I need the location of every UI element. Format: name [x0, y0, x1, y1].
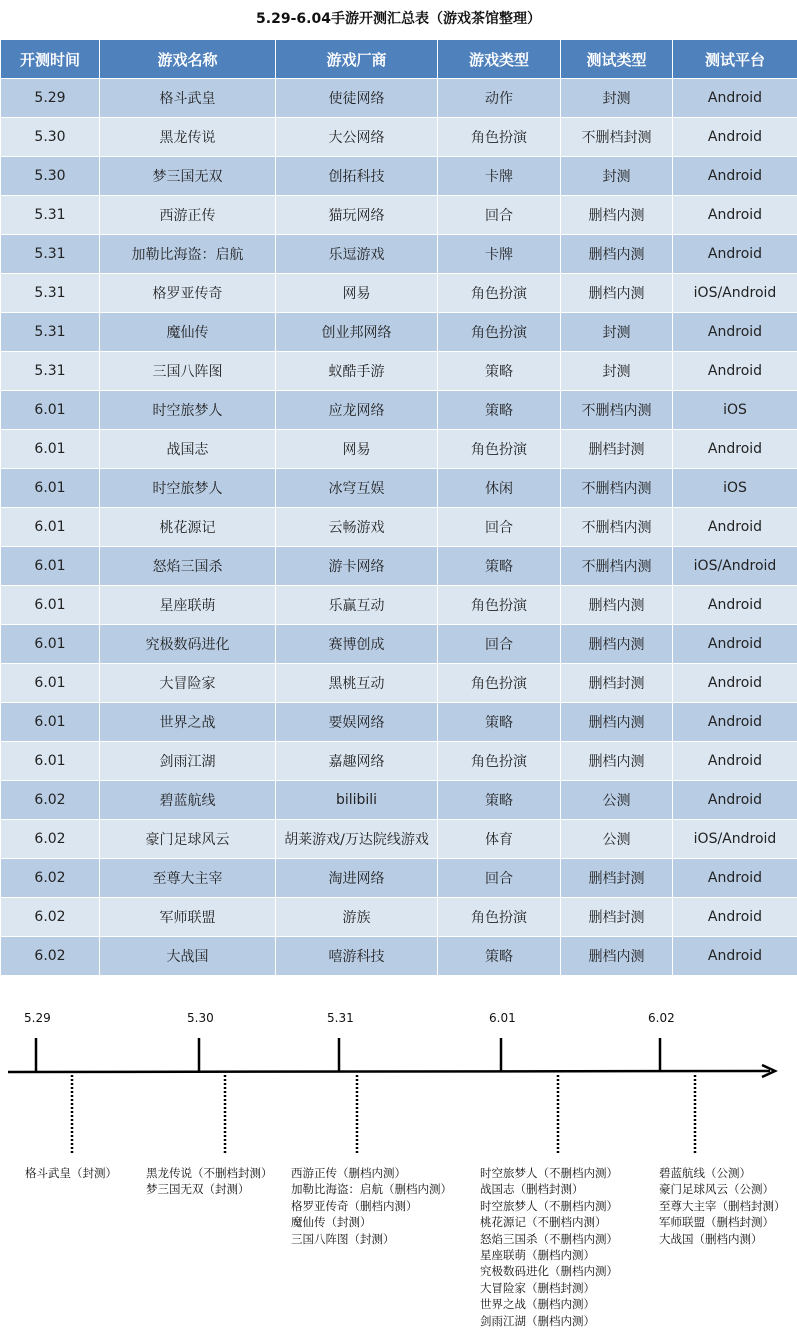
table-cell: 创业邦网络 [276, 313, 438, 352]
table-cell: 5.29 [1, 79, 100, 118]
table-cell: 乐逗游戏 [276, 235, 438, 274]
timeline-date: 5.31 [327, 1011, 354, 1025]
table-cell: 回合 [438, 196, 561, 235]
table-cell: 时空旅梦人 [100, 391, 276, 430]
timeline-item: 剑雨江湖（删档内测） [480, 1313, 595, 1328]
table-cell: 使徒网络 [276, 79, 438, 118]
column-header: 游戏类型 [438, 40, 561, 79]
table-cell: 封测 [561, 313, 673, 352]
table-cell: 5.31 [1, 352, 100, 391]
table-cell: 豪门足球风云 [100, 820, 276, 859]
table-cell: 军师联盟 [100, 898, 276, 937]
table-cell: 不删档内测 [561, 547, 673, 586]
timeline-date: 6.01 [489, 1011, 516, 1025]
table-cell: 角色扮演 [438, 664, 561, 703]
table-cell: 至尊大主宰 [100, 859, 276, 898]
timeline-item: 至尊大主宰（删档封测） [659, 1198, 786, 1213]
table-cell: Android [673, 235, 797, 274]
table-row [1, 820, 797, 859]
table-cell: Android [673, 157, 797, 196]
table-cell: 加勒比海盗：启航 [100, 235, 276, 274]
table-cell: 角色扮演 [438, 313, 561, 352]
table-cell: 角色扮演 [438, 898, 561, 937]
table-cell: 角色扮演 [438, 274, 561, 313]
table-cell: 6.01 [1, 508, 100, 547]
table-cell: 策略 [438, 781, 561, 820]
table-cell: 角色扮演 [438, 430, 561, 469]
table-cell: 格斗武皇 [100, 79, 276, 118]
timeline-group [480, 1165, 618, 1329]
timeline-item: 究极数码进化（删档内测） [480, 1264, 618, 1279]
table-cell: 星座联萌 [100, 586, 276, 625]
table-cell: 赛博创成 [276, 625, 438, 664]
table-cell: 云畅游戏 [276, 508, 438, 547]
timeline-item: 大战国（删档内测） [659, 1231, 763, 1246]
table-cell: Android [673, 508, 797, 547]
column-header: 游戏名称 [100, 40, 276, 79]
column-header: 开测时间 [1, 40, 100, 79]
table-cell: Android [673, 898, 797, 937]
table-cell: 6.01 [1, 430, 100, 469]
table-cell: 世界之战 [100, 703, 276, 742]
table-cell: 不删档内测 [561, 469, 673, 508]
table-cell: 删档内测 [561, 742, 673, 781]
table-cell: Android [673, 586, 797, 625]
table-cell: 魔仙传 [100, 313, 276, 352]
table-row [1, 508, 797, 547]
table-cell: 大战国 [100, 937, 276, 976]
table-row [1, 274, 797, 313]
table-cell: iOS/Android [673, 274, 797, 313]
timeline-item: 格斗武皇（封测） [25, 1166, 117, 1180]
schedule-table [0, 39, 797, 976]
table-cell: Android [673, 196, 797, 235]
table-header [1, 40, 797, 79]
table-cell: 碧蓝航线 [100, 781, 276, 820]
table-cell: 6.01 [1, 625, 100, 664]
timeline-item: 桃花源记（不删档内测） [480, 1215, 607, 1230]
table-cell: 封测 [561, 352, 673, 391]
table-cell: 黑桃互动 [276, 664, 438, 703]
table-cell: 卡牌 [438, 157, 561, 196]
timeline-axis [0, 975, 797, 1332]
table-cell: 6.02 [1, 898, 100, 937]
table-cell: 公测 [561, 820, 673, 859]
table-cell: Android [673, 859, 797, 898]
table-cell: 6.01 [1, 586, 100, 625]
timeline-item: 三国八阵图（封测） [291, 1231, 395, 1246]
table-cell: 创拓科技 [276, 157, 438, 196]
table-cell: Android [673, 313, 797, 352]
timeline-item: 豪门足球风云（公测） [659, 1182, 774, 1197]
timeline-group [146, 1165, 273, 1198]
timeline-item: 加勒比海盗：启航（删档内测） [291, 1182, 452, 1197]
timeline-item: 星座联萌（删档内测） [480, 1248, 595, 1263]
table-cell: 策略 [438, 352, 561, 391]
table-row [1, 196, 797, 235]
table-cell: 删档内测 [561, 625, 673, 664]
timeline-date: 5.29 [24, 1011, 51, 1025]
table-cell: 究极数码进化 [100, 625, 276, 664]
timeline-item: 格罗亚传奇（删档内测） [291, 1198, 418, 1213]
table-cell: 5.31 [1, 313, 100, 352]
timeline-item: 碧蓝航线（公测） [659, 1166, 751, 1180]
table-row [1, 118, 797, 157]
table-cell: bilibili [276, 781, 438, 820]
timeline-group [25, 1165, 117, 1181]
table-cell: 乐赢互动 [276, 586, 438, 625]
table-cell: 5.30 [1, 118, 100, 157]
table-row [1, 79, 797, 118]
timeline-item: 时空旅梦人（不删档内测） [480, 1166, 618, 1180]
column-header: 测试类型 [561, 40, 673, 79]
table-cell: 黑龙传说 [100, 118, 276, 157]
table-cell: Android [673, 937, 797, 976]
table-row [1, 586, 797, 625]
table-row [1, 157, 797, 196]
timeline-item: 大冒险家（删档封测） [480, 1280, 595, 1295]
table-cell: 回合 [438, 859, 561, 898]
page-title: 5.29-6.04手游开测汇总表（游戏茶馆整理） [256, 11, 541, 27]
table-row [1, 352, 797, 391]
table-row [1, 235, 797, 274]
table-row [1, 664, 797, 703]
table-cell: 回合 [438, 625, 561, 664]
table-cell: Android [673, 664, 797, 703]
table-cell: 6.01 [1, 391, 100, 430]
table-cell: 删档封测 [561, 898, 673, 937]
table-cell: iOS [673, 469, 797, 508]
table-cell: 不删档封测 [561, 118, 673, 157]
table-cell: 封测 [561, 157, 673, 196]
table-cell: 6.02 [1, 937, 100, 976]
column-header: 测试平台 [673, 40, 797, 79]
table-cell: 胡莱游戏/万达院线游戏 [276, 820, 438, 859]
timeline-item: 军师联盟（删档封测） [659, 1215, 774, 1230]
table-row [1, 313, 797, 352]
table-cell: Android [673, 781, 797, 820]
table-cell: 删档内测 [561, 196, 673, 235]
table-cell: 西游正传 [100, 196, 276, 235]
table-cell: 淘进网络 [276, 859, 438, 898]
table-cell: 6.01 [1, 742, 100, 781]
table-cell: Android [673, 352, 797, 391]
table-cell: Android [673, 430, 797, 469]
table-cell: 6.02 [1, 859, 100, 898]
timeline-group [659, 1165, 786, 1247]
table-cell: 5.31 [1, 196, 100, 235]
table-cell: iOS [673, 391, 797, 430]
table-cell: 体育 [438, 820, 561, 859]
timeline-item: 西游正传（删档内测） [291, 1166, 406, 1180]
timeline-item: 战国志（删档封测） [480, 1182, 584, 1197]
table-cell: Android [673, 79, 797, 118]
table-cell: 休闲 [438, 469, 561, 508]
table-cell: 公测 [561, 781, 673, 820]
table-cell: 删档封测 [561, 859, 673, 898]
table-cell: 猫玩网络 [276, 196, 438, 235]
table-cell: 策略 [438, 937, 561, 976]
table-cell: 不删档内测 [561, 508, 673, 547]
table-cell: 时空旅梦人 [100, 469, 276, 508]
table-cell: 战国志 [100, 430, 276, 469]
table-cell: 梦三国无双 [100, 157, 276, 196]
table-cell: 嘻游科技 [276, 937, 438, 976]
timeline-item: 梦三国无双（封测） [146, 1182, 250, 1197]
timeline-item: 世界之战（删档内测） [480, 1297, 595, 1312]
table-cell: 6.01 [1, 547, 100, 586]
table-row [1, 937, 797, 976]
table-cell: Android [673, 703, 797, 742]
table-cell: 蚁酷手游 [276, 352, 438, 391]
timeline [0, 975, 797, 1332]
table-cell: 回合 [438, 508, 561, 547]
table-cell: iOS/Android [673, 547, 797, 586]
table-cell: 6.02 [1, 820, 100, 859]
table-cell: 网易 [276, 430, 438, 469]
table-cell: 策略 [438, 703, 561, 742]
table-cell: 角色扮演 [438, 586, 561, 625]
table-cell: 游卡网络 [276, 547, 438, 586]
table-cell: 角色扮演 [438, 742, 561, 781]
timeline-date: 6.02 [648, 1011, 675, 1025]
table-cell: 三国八阵图 [100, 352, 276, 391]
table-cell: 游族 [276, 898, 438, 937]
table-cell: 删档封测 [561, 664, 673, 703]
table-cell: 剑雨江湖 [100, 742, 276, 781]
timeline-group [291, 1165, 452, 1247]
table-cell: 删档内测 [561, 703, 673, 742]
table-cell: iOS/Android [673, 820, 797, 859]
table-cell: 6.01 [1, 469, 100, 508]
timeline-item: 时空旅梦人（不删档内测） [480, 1198, 618, 1213]
table-cell: 应龙网络 [276, 391, 438, 430]
table-row [1, 742, 797, 781]
table-cell: 卡牌 [438, 235, 561, 274]
table-cell: 5.30 [1, 157, 100, 196]
table-cell: 不删档内测 [561, 391, 673, 430]
table-cell: 怒焰三国杀 [100, 547, 276, 586]
table-row [1, 859, 797, 898]
timeline-item: 魔仙传（封测） [291, 1215, 372, 1230]
table-cell: 删档内测 [561, 235, 673, 274]
table-cell: Android [673, 742, 797, 781]
table-row [1, 625, 797, 664]
table-cell: 动作 [438, 79, 561, 118]
table-row [1, 781, 797, 820]
table-cell: 5.31 [1, 274, 100, 313]
table-cell: 删档内测 [561, 274, 673, 313]
table-cell: 删档封测 [561, 430, 673, 469]
table-cell: 策略 [438, 547, 561, 586]
timeline-date: 5.30 [187, 1011, 214, 1025]
table-cell: 要娱网络 [276, 703, 438, 742]
table-row [1, 898, 797, 937]
table-row [1, 547, 797, 586]
table-cell: 6.01 [1, 664, 100, 703]
table-cell: 策略 [438, 391, 561, 430]
table-cell: 6.01 [1, 703, 100, 742]
table-cell: 5.31 [1, 235, 100, 274]
table-cell: 删档内测 [561, 937, 673, 976]
table-cell: 6.02 [1, 781, 100, 820]
timeline-item: 黑龙传说（不删档封测） [146, 1166, 273, 1180]
table-cell: 桃花源记 [100, 508, 276, 547]
table-cell: 大冒险家 [100, 664, 276, 703]
table-cell: 大公网络 [276, 118, 438, 157]
table-cell: Android [673, 118, 797, 157]
table-cell: 网易 [276, 274, 438, 313]
table-row [1, 391, 797, 430]
table-cell: 格罗亚传奇 [100, 274, 276, 313]
table-cell: 封测 [561, 79, 673, 118]
table-cell: 角色扮演 [438, 118, 561, 157]
column-header: 游戏厂商 [276, 40, 438, 79]
timeline-item: 怒焰三国杀（不删档内测） [480, 1231, 618, 1246]
table-cell: 嘉趣网络 [276, 742, 438, 781]
table-cell: Android [673, 625, 797, 664]
table-cell: 冰穹互娱 [276, 469, 438, 508]
table-cell: 删档内测 [561, 586, 673, 625]
table-row [1, 469, 797, 508]
table-row [1, 430, 797, 469]
table-row [1, 703, 797, 742]
